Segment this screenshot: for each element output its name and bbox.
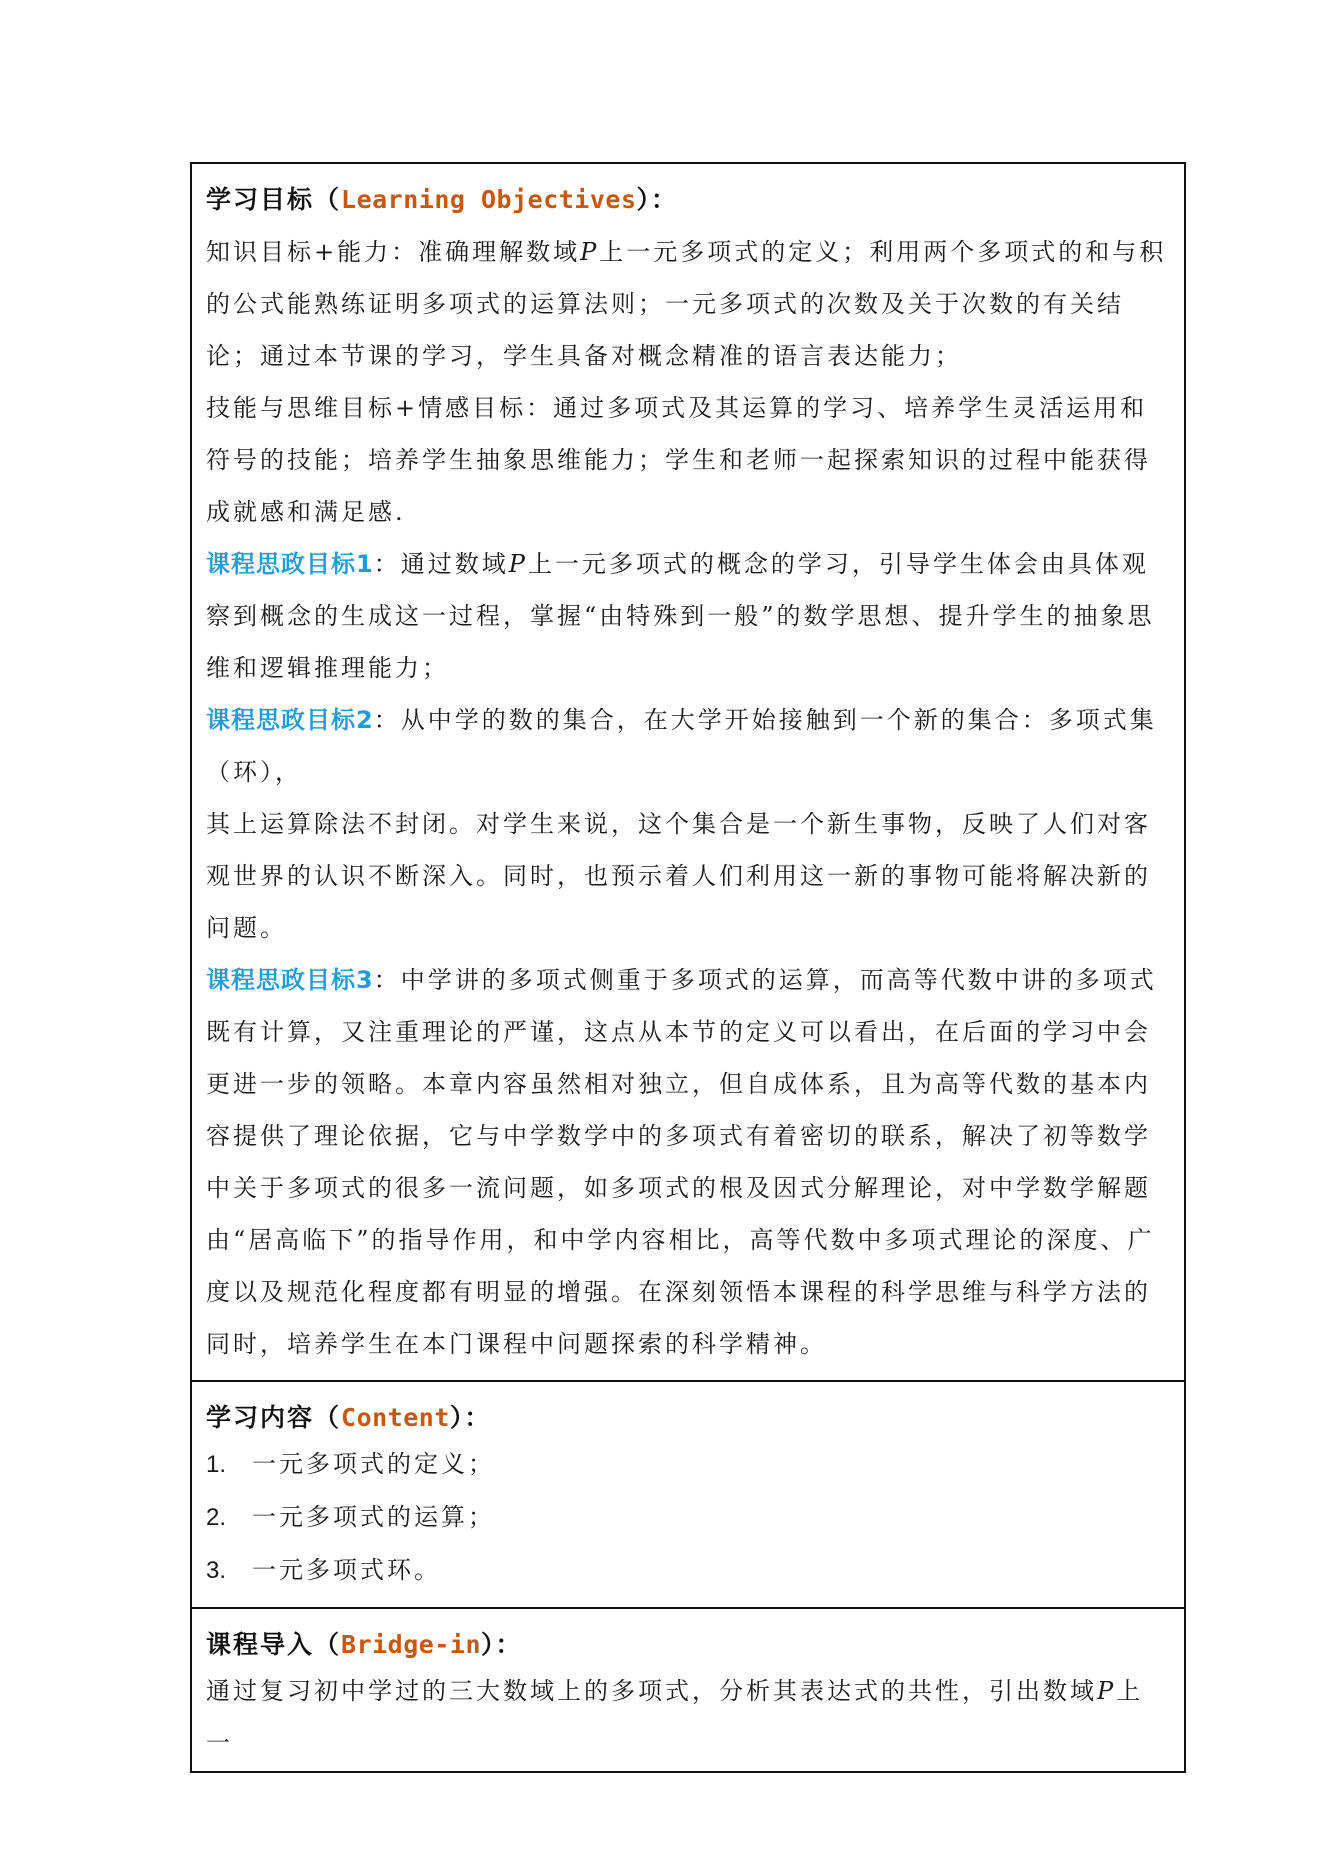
- content-heading-cn: 学习内容: [206, 1403, 315, 1432]
- ideology-goal-3-label: 课程思政目标3: [206, 966, 374, 994]
- bridge-heading-open: （: [314, 1630, 342, 1659]
- ideology-goal-1-paragraph: [206, 538, 1170, 694]
- objectives-heading-open: （: [314, 185, 342, 214]
- content-heading-open: （: [314, 1403, 342, 1432]
- objectives-heading-close: ）：: [636, 185, 679, 214]
- bridge-heading-cn: 课程导入: [206, 1630, 315, 1659]
- lesson-plan-table: [190, 162, 1186, 1773]
- objectives-heading: [206, 180, 1170, 220]
- list-item-text: 一元多项式的定义；: [252, 1450, 495, 1478]
- content-list-item: [206, 1544, 1170, 1597]
- ideology-goal-2-label: 课程思政目标2: [206, 706, 374, 734]
- bridge-in-paragraph: 通过复习初中学过的三大数域上的多项式，分析其表达式的共性，引出数域𝑃上一: [206, 1677, 1144, 1757]
- bridge-heading-en: Bridge-in: [341, 1630, 481, 1659]
- objectives-heading-en: Learning Objectives: [341, 185, 637, 214]
- skills-goal-paragraph: 技能与思维目标+情感目标：通过多项式及其运算的学习、培养学生灵活运用和符号的技能；培养学生抽象思维能力；学生和老师一起探索知识的过程中能获得成就感和满足感.: [206, 394, 1151, 526]
- content-heading-en: Content: [341, 1403, 450, 1432]
- content-list-item: [206, 1438, 1170, 1491]
- ideology-goal-3-text: ：中学讲的多项式侧重于多项式的运算，而高等代数中讲的多项式既有计算，又注重理论的严谨，这点从本节的定义可以看出，在后面的学习中会更进一步的领略。本章内容虽然相对独立，但自成体系，且为高等代数的基本内容提供了理论依据，它与中学数学中的多项式有着密切的联系，解决了初等数学中关于多项式的很多一流问题，如多项式的根及因式分解理论，对中学数学解题由“居高临下”的指导作用，和中学内容相比，高等代数中多项式理论的深度、广度以及规范化程度都有明显的增强。在深刻领悟本课程的科学思维与科学方法的同时，培养学生在本门课程中问题探索的科学精神。: [206, 966, 1157, 1358]
- objectives-cell: [192, 164, 1184, 1382]
- objectives-heading-cn: 学习目标: [206, 185, 315, 214]
- list-item-text: 一元多项式环。: [252, 1556, 441, 1584]
- bridge-in-heading: [206, 1625, 1170, 1665]
- content-list-item: [206, 1491, 1170, 1544]
- ideology-goal-2-paragraph: [206, 694, 1170, 798]
- list-number: 3.: [206, 1557, 227, 1584]
- ideology-goal-1-text: ：通过数域𝑃上一元多项式的概念的学习，引导学生体会由具体观察到概念的生成这一过程，掌握“由特殊到一般”的数学思想、提升学生的抽象思维和逻辑推理能力；: [206, 550, 1155, 682]
- knowledge-goal-paragraph: 知识目标+能力：准确理解数域𝑃上一元多项式的定义；利用两个多项式的和与积的公式能熟练证明多项式的运算法则；一元多项式的次数及关于次数的有关结论；通过本节课的学习，学生具备对概念精准的语言表达能力；: [206, 238, 1167, 370]
- content-cell: [192, 1382, 1184, 1609]
- ideology-goal-2-text: ：从中学的数的集合，在大学开始接触到一个新的集合：多项式集（环），: [206, 706, 1157, 786]
- list-number: 1.: [206, 1451, 227, 1478]
- list-number: 2.: [206, 1504, 227, 1531]
- bridge-in-cell: [192, 1609, 1184, 1771]
- list-item-text: 一元多项式的运算；: [252, 1503, 495, 1531]
- ideology-goal-3-paragraph: [206, 954, 1170, 1370]
- ideology-goal-2-continuation: 其上运算除法不封闭。对学生来说，这个集合是一个新生事物，反映了人们对客观世界的认识不断深入。同时，也预示着人们利用这一新的事物可能将解决新的问题。: [206, 810, 1151, 942]
- bridge-heading-close: ）：: [481, 1630, 523, 1659]
- ideology-goal-1-label: 课程思政目标1: [206, 550, 374, 578]
- content-heading-close: ）：: [449, 1403, 492, 1432]
- content-heading: [206, 1398, 1170, 1438]
